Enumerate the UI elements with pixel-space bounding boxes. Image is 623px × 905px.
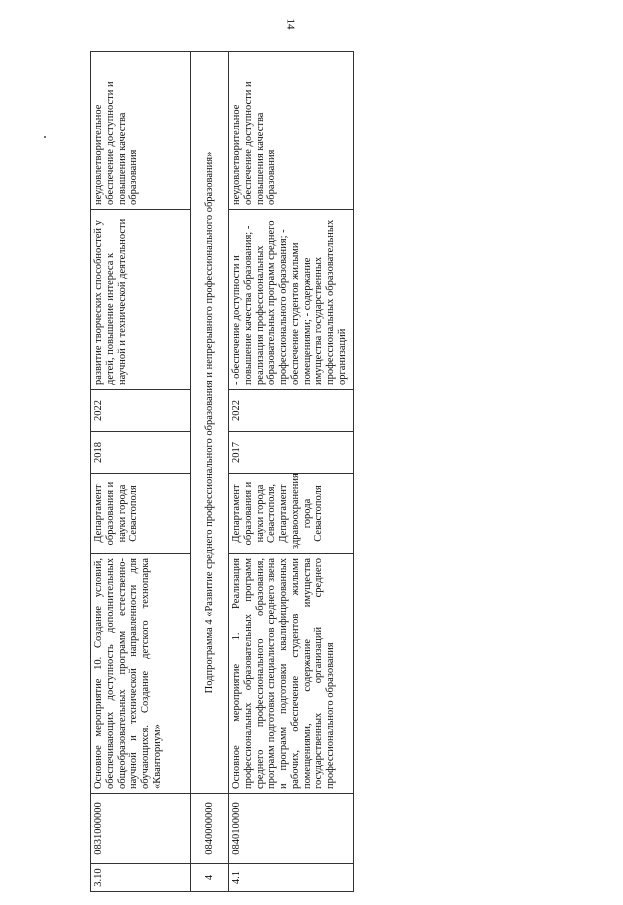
row-number: 4 [191, 864, 229, 892]
start-year: 2018 [91, 432, 191, 474]
subprogram-title: Подпрограмма 4 «Развитие среднего профессионального образования и непрерывного профессионального образования» [191, 52, 229, 794]
page-number: 14 [284, 18, 297, 30]
end-year: 2022 [229, 390, 354, 432]
rotated-table-wrapper [90, 52, 355, 892]
budget-code: 0840100000 [229, 794, 354, 864]
consequence: неудовлетворительное обеспечение доступности и повышения качества образования [91, 52, 191, 210]
row-number: 4.1 [229, 864, 354, 892]
expected-result: развитие творческих способностей у детей, повышение интереса к научной и технической деятельности [91, 210, 191, 390]
subprogram-row [191, 52, 229, 892]
expected-result: - обеспечение доступности и повышение качества образования; - реализация профессиональных образовательных программ среднего профессионального образования; - обеспечение студентов жилыми помещениями; - содержание имущества государственных профессиональных образовательных организаций [229, 210, 354, 390]
end-year: 2022 [91, 390, 191, 432]
scan-speck [44, 136, 46, 138]
executor: Департамент образования и науки города Севастополя [91, 474, 191, 554]
row-number: 3.10 [91, 864, 191, 892]
executor: Департамент образования и науки города Севастополя, Департамент здравоохранения города Севастополя [229, 474, 354, 554]
start-year: 2017 [229, 432, 354, 474]
table-row [91, 52, 191, 892]
consequence: неудовлетворительное обеспечение доступности и повышения качества образования [229, 52, 354, 210]
activity-name: Основное мероприятие 10. Создание условий, обеспечивающих доступность дополнительных общеобразовательных программ естественно-научной и технической направленности для обучающихся. Создание детского технопарка «Кванториум» [91, 554, 191, 794]
program-activities-table [90, 51, 354, 892]
activity-name: Основное мероприятие 1. Реализация профессиональных образовательных программ среднего профессионального образования, программ подготовки специалистов среднего звена и программ подготовки квалифицированных рабочих, обеспечение студентов жилыми помещениями, содержание имущества государственных организаций среднего профессионального образования [229, 554, 354, 794]
budget-code: 0840000000 [191, 794, 229, 864]
budget-code: 0831000000 [91, 794, 191, 864]
table-row [229, 52, 354, 892]
